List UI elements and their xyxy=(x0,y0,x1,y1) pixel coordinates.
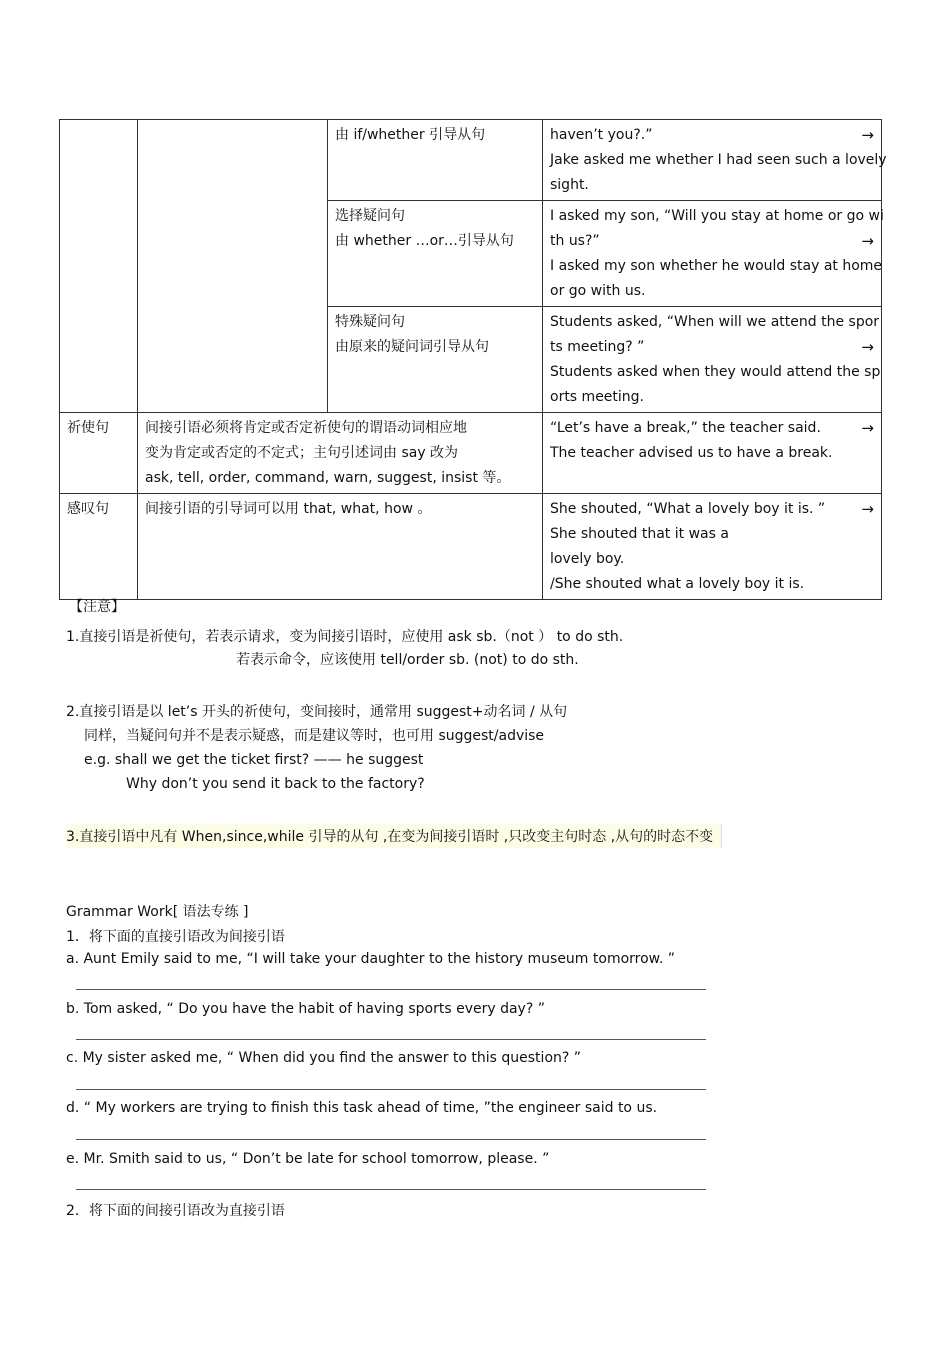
sentence-type-cell xyxy=(60,494,138,600)
example-line: sight. xyxy=(550,177,589,193)
note-2-example-1: e.g. shall we get the ticket first? —— he suggest xyxy=(84,752,424,768)
example-line: I asked my son whether he would stay at home xyxy=(550,258,883,274)
rule-cell xyxy=(138,120,328,413)
subtype-line: 特殊疑问句 xyxy=(335,314,405,330)
example-line-with-arrow xyxy=(550,497,874,522)
exercise-1-item-e: e. Mr. Smith said to us, “ Don’t be late for school tomorrow, please. ” xyxy=(66,1151,550,1167)
subtype-cell xyxy=(328,120,543,201)
exercise-1-item-a: a. Aunt Emily said to me, “I will take your daughter to the history museum tomorrow. ” xyxy=(66,951,675,967)
example-cell xyxy=(543,307,882,413)
example-line: orts meeting. xyxy=(550,389,645,405)
example-line-with-arrow xyxy=(550,229,874,254)
rule-cell xyxy=(138,413,543,494)
answer-line-b[interactable] xyxy=(76,1039,706,1040)
example-line: Jake asked me whether I had seen such a lovely xyxy=(550,152,887,168)
subtype-cell xyxy=(328,201,543,307)
sentence-type-label: 祈使句 xyxy=(67,420,109,436)
example-line: th us?” xyxy=(550,233,600,249)
rule-line: 间接引语必须将肯定或否定祈使句的谓语动词相应地 xyxy=(145,420,467,436)
subtype-line: 由 if/whether 引导从句 xyxy=(335,127,486,143)
example-cell xyxy=(543,120,887,201)
note-1-line-1: 1.直接引语是祈使句，若表示请求，变为间接引语时，应使用 ask sb.（not ） to do sth. xyxy=(66,629,624,645)
subtype-cell xyxy=(328,307,543,413)
rule-line: 间接引语的引导词可以用 that, what, how 。 xyxy=(145,501,432,517)
exercise-1-item-d: d. “ My workers are trying to finish this task ahead of time, ”the engineer said to us. xyxy=(66,1100,658,1116)
right-arrow-icon: → xyxy=(861,500,874,518)
subtype-line: 选择疑问句 xyxy=(335,208,405,224)
exercise-1-item-b: b. Tom asked, “ Do you have the habit of having sports every day? ” xyxy=(66,1001,545,1017)
note-3-highlighted: 3.直接引语中凡有 When,since,while 引导的从句 ,在变为间接引语时 ,只改变主句时态 ,从句的时态不变 xyxy=(66,824,722,848)
example-line-with-arrow xyxy=(550,335,874,360)
rule-cell xyxy=(138,494,543,600)
example-cell xyxy=(543,413,882,494)
example-line-with-arrow xyxy=(550,416,874,441)
right-arrow-icon: → xyxy=(861,419,874,437)
example-line: lovely boy. xyxy=(550,551,625,567)
note-2-line-2: 同样，当疑问句并不是表示疑惑，而是建议等时，也可用 suggest/advise xyxy=(84,728,545,744)
subtype-line: 由 whether …or…引导从句 xyxy=(335,233,514,249)
notes-title: 【注意】 xyxy=(69,599,125,615)
example-line: She shouted, “What a lovely boy it is. ” xyxy=(550,501,826,517)
note-2-line-1: 2.直接引语是以 let’s 开头的祈使句，变间接时，通常用 suggest+动名词 / 从句 xyxy=(66,704,568,720)
rule-line: 变为肯定或否定的不定式；主句引述词由 say 改为 xyxy=(145,445,459,461)
exercise-1-item-c: c. My sister asked me, “ When did you find the answer to this question? ” xyxy=(66,1050,582,1066)
example-line: haven’t you?.” xyxy=(550,127,653,143)
answer-line-e[interactable] xyxy=(76,1189,706,1190)
example-line: Students asked, “When will we attend the spor xyxy=(550,314,880,330)
example-line: I asked my son, “Will you stay at home or go wi xyxy=(550,208,884,224)
example-line-with-arrow xyxy=(550,123,874,148)
right-arrow-icon: → xyxy=(861,232,874,250)
example-line: /She shouted what a lovely boy it is. xyxy=(550,576,805,592)
example-line: “Let’s have a break,” the teacher said. xyxy=(550,420,821,436)
example-line: or go with us. xyxy=(550,283,646,299)
table-row xyxy=(60,413,882,494)
subtype-line: 由原来的疑问词引导从句 xyxy=(335,339,489,355)
example-cell xyxy=(543,201,882,307)
sentence-type-cell xyxy=(60,120,138,413)
example-line: She shouted that it was a xyxy=(550,526,729,542)
example-line: The teacher advised us to have a break. xyxy=(550,445,833,461)
example-cell xyxy=(543,494,882,600)
grammar-work-title: Grammar Work[ 语法专练 ] xyxy=(66,904,249,920)
table-row xyxy=(60,120,882,201)
exercise-2-title: 2．将下面的间接引语改为直接引语 xyxy=(66,1203,285,1219)
table-row xyxy=(60,494,882,600)
sentence-type-cell xyxy=(60,413,138,494)
note-2-example-2: Why don’t you send it back to the factory? xyxy=(126,776,425,792)
sentence-type-label: 感叹句 xyxy=(67,501,109,517)
reported-speech-table xyxy=(59,119,887,600)
example-line: Students asked when they would attend the sp xyxy=(550,364,881,380)
answer-line-a[interactable] xyxy=(76,989,706,990)
answer-line-d[interactable] xyxy=(76,1139,706,1140)
answer-line-c[interactable] xyxy=(76,1089,706,1090)
note-1-line-2: 若表示命令，应该使用 tell/order sb. (not) to do sth. xyxy=(236,652,579,668)
example-line: ts meeting? ” xyxy=(550,339,645,355)
exercise-1-title: 1．将下面的直接引语改为间接引语 xyxy=(66,929,285,945)
right-arrow-icon: → xyxy=(861,338,874,356)
right-arrow-icon: → xyxy=(861,126,874,144)
rule-line: ask, tell, order, command, warn, suggest, insist 等。 xyxy=(145,470,511,486)
